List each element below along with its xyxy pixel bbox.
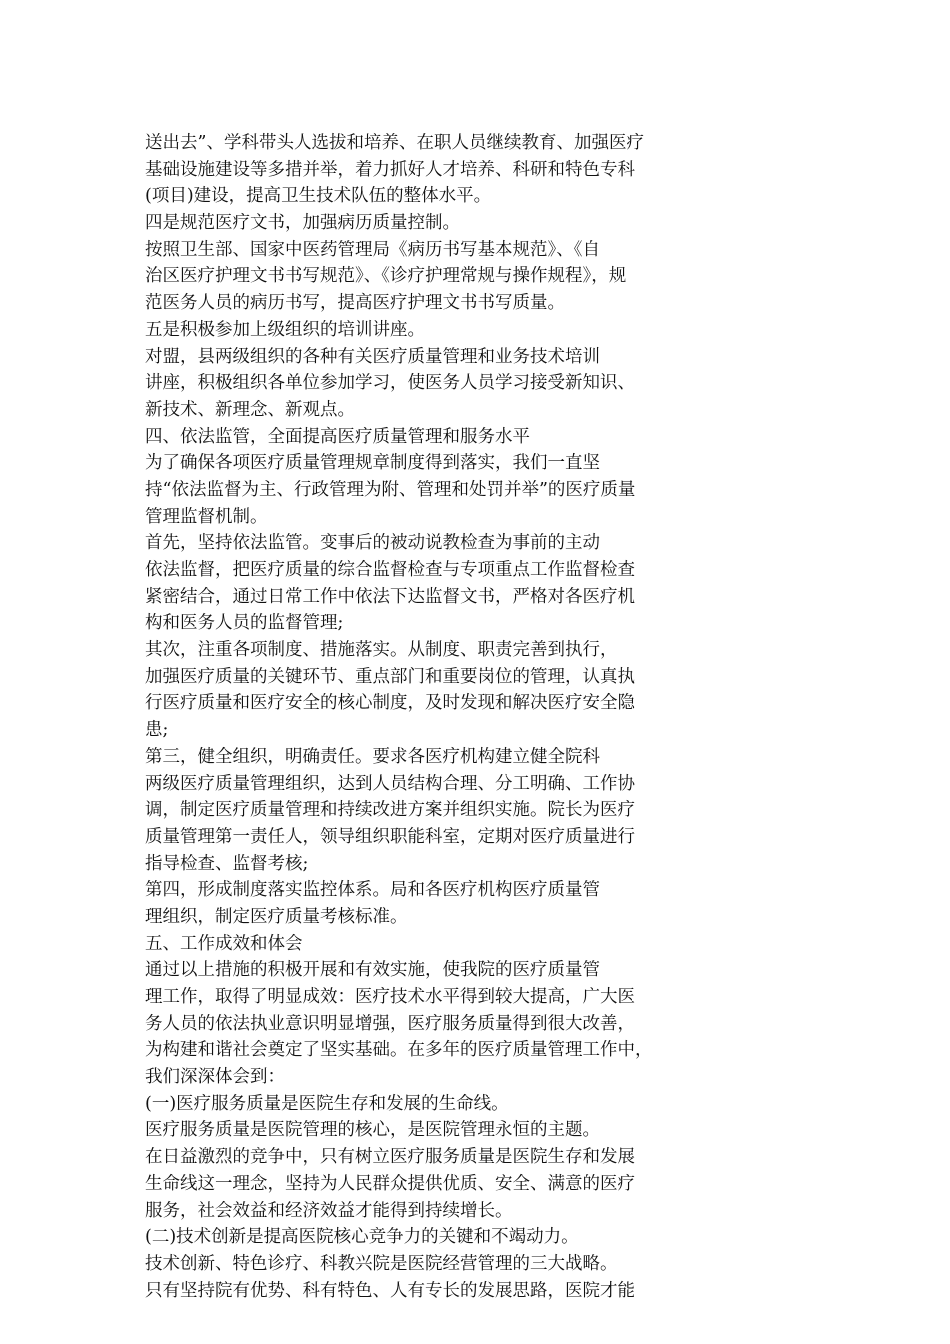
- text-line: 基础设施建设等多措并举，着力抓好人才培养、科研和特色专科: [145, 159, 635, 180]
- text-line: 其次，注重各项制度、措施落实。从制度、职责完善到执行，: [145, 640, 618, 661]
- text-line: 新技术、新理念、新观点。: [145, 399, 355, 420]
- text-line: 指导检查、监督考核;: [145, 853, 309, 874]
- text-line: 按照卫生部、国家中医药管理局《病历书写基本规范》、《自: [145, 239, 600, 260]
- section-heading: 四、依法监管，全面提高医疗质量管理和服务水平: [145, 426, 530, 447]
- text-line: 服务，社会效益和经济效益才能得到持续增长。: [145, 1200, 513, 1221]
- text-line: 加强医疗质量的关键环节、重点部门和重要岗位的管理，认真执: [145, 666, 635, 687]
- text-line: 紧密结合，通过日常工作中依法下达监督文书，严格对各医疗机: [145, 586, 635, 607]
- text-line: 两级医疗质量管理组织，达到人员结构合理、分工明确、工作协: [145, 773, 635, 794]
- text-line: 医疗服务质量是医院管理的核心，是医院管理永恒的主题。: [145, 1120, 600, 1141]
- text-line: (项目)建设，提高卫生技术队伍的整体水平。: [145, 186, 492, 207]
- text-line: 通过以上措施的积极开展和有效实施，使我院的医疗质量管: [145, 960, 600, 981]
- text-line: 务人员的依法执业意识明显增强，医疗服务质量得到很大改善，: [145, 1013, 635, 1034]
- section-heading: 四是规范医疗文书，加强病历质量控制。: [145, 213, 460, 234]
- text-line: 行医疗质量和医疗安全的核心制度，及时发现和解决医疗安全隐: [145, 693, 635, 714]
- text-line: 我们深深体会到：: [145, 1067, 285, 1088]
- text-line: 构和医务人员的监督管理;: [145, 613, 344, 634]
- subsection-heading: (一)医疗服务质量是医院生存和发展的生命线。: [145, 1093, 509, 1114]
- text-line: 第三，健全组织，明确责任。要求各医疗机构建立健全院科: [145, 746, 600, 767]
- text-line: 理组织，制定医疗质量考核标准。: [145, 906, 408, 927]
- text-line: 送出去”、学科带头人选拔和培养、在职人员继续教育、加强医疗: [145, 133, 644, 153]
- text-line: 第四，形成制度落实监控体系。局和各医疗机构医疗质量管: [145, 880, 600, 901]
- text-line: 讲座，积极组织各单位参加学习，使医务人员学习接受新知识、: [145, 373, 635, 394]
- text-line: 范医务人员的病历书写，提高医疗护理文书书写质量。: [145, 293, 565, 314]
- text-line: 治区医疗护理文书书写规范》、《诊疗护理常规与操作规程》，规: [145, 266, 627, 287]
- text-line: 理工作，取得了明显成效：医疗技术水平得到较大提高，广大医: [145, 987, 635, 1007]
- text-line: 为了确保各项医疗质量管理规章制度得到落实，我们一直坚: [145, 453, 600, 474]
- text-line: 在日益激烈的竞争中，只有树立医疗服务质量是医院生存和发展: [145, 1147, 635, 1168]
- text-line: 质量管理第一责任人，领导组织职能科室，定期对医疗质量进行: [145, 826, 635, 847]
- document-body: [145, 130, 725, 1304]
- text-line: 管理监督机制。: [145, 506, 268, 527]
- text-line: 为构建和谐社会奠定了坚实基础。在多年的医疗质量管理工作中，: [145, 1040, 653, 1061]
- text-line: 首先，坚持依法监管。变事后的被动说教检查为事前的主动: [145, 533, 600, 554]
- section-heading: 五是积极参加上级组织的培训讲座。: [145, 319, 425, 340]
- subsection-heading: (二)技术创新是提高医院核心竞争力的关键和不竭动力。: [145, 1227, 579, 1248]
- text-line: 患;: [145, 720, 169, 741]
- text-line: 技术创新、特色诊疗、科教兴院是医院经营管理的三大战略。: [145, 1253, 618, 1274]
- text-line: 只有坚持院有优势、科有特色、人有专长的发展思路，医院才能: [145, 1280, 635, 1301]
- text-line: 生命线这一理念，坚持为人民群众提供优质、安全、满意的医疗: [145, 1173, 635, 1194]
- text-line: 依法监督，把医疗质量的综合监督检查与专项重点工作监督检查: [145, 560, 635, 580]
- text-line: 调，制定医疗质量管理和持续改进方案并组织实施。院长为医疗: [145, 800, 635, 821]
- text-line: 对盟，县两级组织的各种有关医疗质量管理和业务技术培训: [145, 346, 600, 367]
- text-line: 持“依法监督为主、行政管理为附、管理和处罚并举”的医疗质量: [145, 479, 636, 500]
- section-heading: 五、工作成效和体会: [145, 933, 303, 954]
